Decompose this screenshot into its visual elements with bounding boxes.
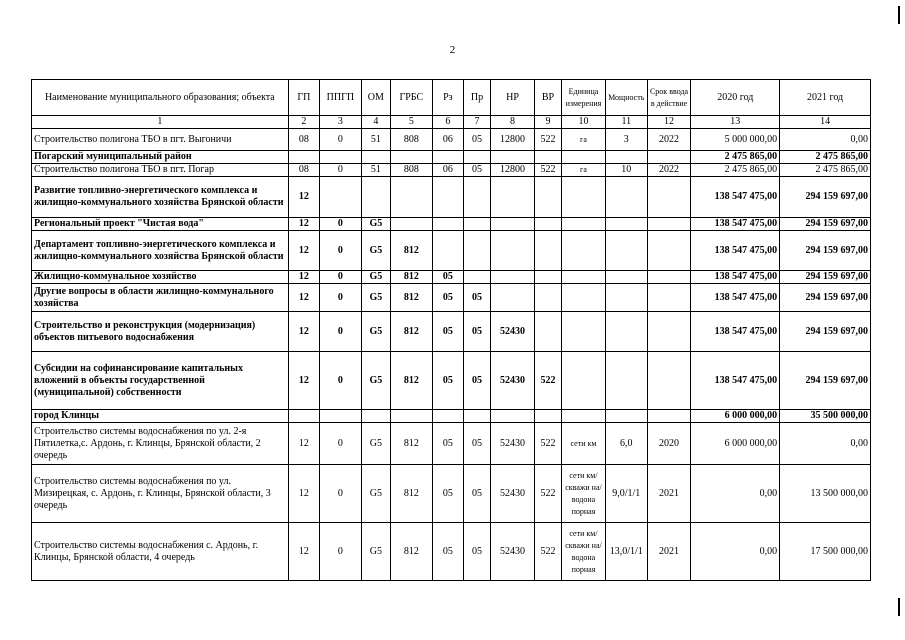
row-value-cell: 12 (288, 423, 319, 465)
row-value-cell: G5 (361, 523, 390, 581)
row-value-cell: 12 (288, 271, 319, 284)
row-value-cell (605, 177, 647, 218)
row-value-cell (320, 177, 362, 218)
header-2021: 2021 год (780, 80, 871, 116)
table-row (32, 410, 871, 423)
row-name-cell: Строительство и реконструкция (модернизация) объектов питьевого водоснабжения (32, 312, 289, 352)
header-vr: ВР (534, 80, 561, 116)
column-number: 9 (534, 116, 561, 129)
header-name: Наименование муниципального образования; объекта (32, 80, 289, 116)
row-value-cell: 05 (432, 312, 463, 352)
row-value-cell: 3 (605, 129, 647, 151)
row-value-cell: 05 (463, 129, 490, 151)
row-value-cell: 812 (390, 523, 432, 581)
row-value-cell: 522 (534, 423, 561, 465)
table-row (32, 129, 871, 151)
row-value-cell (605, 218, 647, 231)
row-value-cell: G5 (361, 284, 390, 312)
table-row (32, 312, 871, 352)
row-value-cell (647, 231, 691, 271)
row-value-cell: 0 (320, 271, 362, 284)
column-number: 4 (361, 116, 390, 129)
table-row (32, 177, 871, 218)
row-value-cell: 05 (463, 523, 490, 581)
row-value-cell (562, 410, 606, 423)
row-value-cell (390, 218, 432, 231)
row-value-cell: сети км/скважи на/водона порная (562, 523, 606, 581)
row-value-cell (534, 284, 561, 312)
row-value-cell: 138 547 475,00 (691, 284, 780, 312)
column-number: 12 (647, 116, 691, 129)
row-value-cell (562, 231, 606, 271)
row-value-cell: 0 (320, 231, 362, 271)
header-2020: 2020 год (691, 80, 780, 116)
row-value-cell: 2 475 865,00 (691, 151, 780, 164)
row-value-cell (491, 284, 535, 312)
row-value-cell (390, 410, 432, 423)
row-value-cell (463, 177, 490, 218)
row-value-cell: 138 547 475,00 (691, 352, 780, 410)
row-value-cell: 5 000 000,00 (691, 129, 780, 151)
column-number: 2 (288, 116, 319, 129)
row-value-cell: 522 (534, 129, 561, 151)
row-value-cell (534, 218, 561, 231)
row-value-cell: га (562, 164, 606, 177)
edge-mark (898, 598, 900, 616)
row-value-cell (605, 271, 647, 284)
row-value-cell: G5 (361, 312, 390, 352)
header-grbs: ГРБС (390, 80, 432, 116)
row-value-cell: 0 (320, 129, 362, 151)
row-value-cell (562, 271, 606, 284)
row-value-cell: 12 (288, 218, 319, 231)
row-value-cell: 51 (361, 129, 390, 151)
row-value-cell: 138 547 475,00 (691, 271, 780, 284)
row-value-cell (491, 410, 535, 423)
row-value-cell: 12800 (491, 129, 535, 151)
header-ppgp: ППГП (320, 80, 362, 116)
row-value-cell: 138 547 475,00 (691, 231, 780, 271)
row-value-cell: 05 (463, 423, 490, 465)
row-value-cell: 9,0/1/1 (605, 465, 647, 523)
row-value-cell: 522 (534, 465, 561, 523)
row-value-cell: 05 (463, 284, 490, 312)
row-value-cell: 138 547 475,00 (691, 177, 780, 218)
row-value-cell (288, 410, 319, 423)
row-value-cell (432, 231, 463, 271)
row-value-cell (390, 151, 432, 164)
column-number: 3 (320, 116, 362, 129)
row-name-cell: Строительство системы водоснабжения по ул. 2-я Пятилетка,с. Ардонь, г. Клинцы, Брянской области, 2 очередь (32, 423, 289, 465)
row-value-cell: 05 (432, 523, 463, 581)
row-value-cell: 812 (390, 271, 432, 284)
row-value-cell: 138 547 475,00 (691, 218, 780, 231)
row-value-cell: 0 (320, 523, 362, 581)
row-value-cell (320, 151, 362, 164)
row-name-cell: Погарский муниципальный район (32, 151, 289, 164)
row-value-cell: 52430 (491, 423, 535, 465)
row-value-cell: 05 (432, 284, 463, 312)
row-value-cell: 294 159 697,00 (780, 218, 871, 231)
row-value-cell: 06 (432, 164, 463, 177)
row-value-cell (463, 151, 490, 164)
header-capacity: Мощность (605, 80, 647, 116)
row-value-cell: 0,00 (780, 129, 871, 151)
row-value-cell: 812 (390, 231, 432, 271)
row-value-cell: 294 159 697,00 (780, 312, 871, 352)
row-value-cell: 52430 (491, 312, 535, 352)
row-value-cell: 2022 (647, 164, 691, 177)
table-row (32, 231, 871, 271)
row-value-cell: 0 (320, 284, 362, 312)
row-value-cell: 6 000 000,00 (691, 423, 780, 465)
table-row (32, 465, 871, 523)
column-number: 8 (491, 116, 535, 129)
row-value-cell (361, 151, 390, 164)
row-value-cell (562, 177, 606, 218)
column-number: 10 (562, 116, 606, 129)
row-value-cell: 0 (320, 164, 362, 177)
row-value-cell: 35 500 000,00 (780, 410, 871, 423)
row-name-cell: город Клинцы (32, 410, 289, 423)
row-value-cell: 12 (288, 231, 319, 271)
row-value-cell: 812 (390, 352, 432, 410)
row-value-cell: 0 (320, 218, 362, 231)
row-value-cell: 12 (288, 523, 319, 581)
row-value-cell: 13,0/1/1 (605, 523, 647, 581)
row-value-cell (534, 410, 561, 423)
row-name-cell: Региональный проект "Чистая вода" (32, 218, 289, 231)
row-value-cell: 05 (463, 312, 490, 352)
column-number: 14 (780, 116, 871, 129)
header-pr: Пр (463, 80, 490, 116)
row-value-cell: G5 (361, 465, 390, 523)
row-value-cell: 0,00 (691, 465, 780, 523)
column-number: 11 (605, 116, 647, 129)
row-value-cell (534, 271, 561, 284)
table-body (32, 129, 871, 581)
row-value-cell: 2022 (647, 129, 691, 151)
table-row (32, 523, 871, 581)
row-value-cell: 52430 (491, 465, 535, 523)
header-nr: НР (491, 80, 535, 116)
row-value-cell (288, 151, 319, 164)
row-value-cell (562, 218, 606, 231)
row-value-cell: 05 (432, 465, 463, 523)
row-value-cell: сети км (562, 423, 606, 465)
row-value-cell: га (562, 129, 606, 151)
row-value-cell (647, 312, 691, 352)
row-value-cell: G5 (361, 352, 390, 410)
row-value-cell: 812 (390, 465, 432, 523)
edge-mark (898, 6, 900, 24)
row-value-cell (432, 410, 463, 423)
row-value-cell: 0 (320, 465, 362, 523)
row-value-cell: 522 (534, 523, 561, 581)
budget-table (31, 79, 871, 581)
row-value-cell: G5 (361, 423, 390, 465)
row-value-cell (320, 410, 362, 423)
row-value-cell: 0 (320, 423, 362, 465)
row-value-cell: 2020 (647, 423, 691, 465)
row-name-cell: Другие вопросы в области жилищно-коммунального хозяйства (32, 284, 289, 312)
header-row (32, 80, 871, 116)
row-value-cell: 522 (534, 164, 561, 177)
row-value-cell (562, 352, 606, 410)
row-value-cell (605, 410, 647, 423)
row-name-cell: Развитие топливно-энергетического комплекса и жилищно-коммунального хозяйства Брянской области (32, 177, 289, 218)
row-value-cell (647, 177, 691, 218)
row-value-cell: 294 159 697,00 (780, 284, 871, 312)
page-number: 2 (449, 44, 456, 56)
row-value-cell: 6 000 000,00 (691, 410, 780, 423)
row-value-cell (491, 271, 535, 284)
row-name-cell: Жилищно-коммунальное хозяйство (32, 271, 289, 284)
row-value-cell: 12 (288, 284, 319, 312)
column-number: 6 (432, 116, 463, 129)
row-value-cell: 13 500 000,00 (780, 465, 871, 523)
row-value-cell (647, 284, 691, 312)
row-value-cell: G5 (361, 231, 390, 271)
row-value-cell (534, 177, 561, 218)
row-name-cell: Строительство полигона ТБО в пгт. Выгоничи (32, 129, 289, 151)
row-value-cell: 812 (390, 284, 432, 312)
row-value-cell: 05 (432, 352, 463, 410)
row-value-cell (463, 271, 490, 284)
row-value-cell: сети км/скважи на/водона порная (562, 465, 606, 523)
row-value-cell: 0,00 (780, 423, 871, 465)
row-value-cell: G5 (361, 218, 390, 231)
row-value-cell (605, 312, 647, 352)
row-value-cell (605, 231, 647, 271)
row-value-cell (647, 271, 691, 284)
header-rz: Рз (432, 80, 463, 116)
row-value-cell: 2021 (647, 465, 691, 523)
row-value-cell: 08 (288, 129, 319, 151)
row-value-cell: 0 (320, 352, 362, 410)
row-value-cell (463, 231, 490, 271)
row-value-cell (534, 312, 561, 352)
row-value-cell (432, 151, 463, 164)
row-value-cell (491, 231, 535, 271)
row-value-cell (534, 231, 561, 271)
header-gp: ГП (288, 80, 319, 116)
column-number: 5 (390, 116, 432, 129)
row-value-cell (361, 177, 390, 218)
row-name-cell: Департамент топливно-энергетического комплекса и жилищно-коммунального хозяйства Брянской области (32, 231, 289, 271)
row-value-cell: 2021 (647, 523, 691, 581)
row-value-cell: 12 (288, 352, 319, 410)
row-value-cell: 05 (432, 271, 463, 284)
table-row (32, 164, 871, 177)
row-name-cell: Строительство системы водоснабжения по ул. Мизирецкая, с. Ардонь, г. Клинцы, Брянской области, 3 очередь (32, 465, 289, 523)
row-value-cell (463, 410, 490, 423)
table-row (32, 218, 871, 231)
row-value-cell: 294 159 697,00 (780, 177, 871, 218)
row-value-cell: 294 159 697,00 (780, 231, 871, 271)
row-value-cell: 05 (463, 352, 490, 410)
row-value-cell (432, 177, 463, 218)
row-value-cell: 51 (361, 164, 390, 177)
row-value-cell (562, 312, 606, 352)
row-value-cell (562, 284, 606, 312)
table-row (32, 284, 871, 312)
row-value-cell: G5 (361, 271, 390, 284)
row-name-cell: Строительство полигона ТБО в пгт. Погар (32, 164, 289, 177)
table-row (32, 423, 871, 465)
row-value-cell (562, 151, 606, 164)
row-value-cell: 138 547 475,00 (691, 312, 780, 352)
row-value-cell: 12 (288, 465, 319, 523)
row-value-cell (647, 218, 691, 231)
row-value-cell (361, 410, 390, 423)
row-value-cell (432, 218, 463, 231)
column-number-row (32, 116, 871, 129)
row-value-cell: 808 (390, 129, 432, 151)
header-unit: Единица измерения (562, 80, 606, 116)
row-value-cell: 294 159 697,00 (780, 352, 871, 410)
row-value-cell (534, 151, 561, 164)
row-value-cell (390, 177, 432, 218)
column-number: 1 (32, 116, 289, 129)
row-value-cell: 2 475 865,00 (780, 151, 871, 164)
row-value-cell: 08 (288, 164, 319, 177)
header-om: ОМ (361, 80, 390, 116)
row-value-cell: 05 (432, 423, 463, 465)
header-term: Срок ввода в действие (647, 80, 691, 116)
row-value-cell: 17 500 000,00 (780, 523, 871, 581)
column-number: 7 (463, 116, 490, 129)
row-value-cell: 0 (320, 312, 362, 352)
row-value-cell: 12800 (491, 164, 535, 177)
row-value-cell: 10 (605, 164, 647, 177)
row-value-cell (647, 410, 691, 423)
row-value-cell (647, 151, 691, 164)
row-value-cell: 6,0 (605, 423, 647, 465)
row-value-cell: 2 475 865,00 (780, 164, 871, 177)
row-value-cell: 06 (432, 129, 463, 151)
row-value-cell (647, 352, 691, 410)
row-name-cell: Строительство системы водоснабжения с. Ардонь, г. Клинцы, Брянской области, 4 очередь (32, 523, 289, 581)
row-value-cell: 05 (463, 465, 490, 523)
column-number: 13 (691, 116, 780, 129)
row-name-cell: Субсидии на софинансирование капитальных вложений в объекты государственной (муниципальной) собственности (32, 352, 289, 410)
row-value-cell: 12 (288, 177, 319, 218)
row-value-cell (605, 284, 647, 312)
table-row (32, 352, 871, 410)
row-value-cell (491, 177, 535, 218)
row-value-cell (605, 151, 647, 164)
row-value-cell: 812 (390, 423, 432, 465)
table-row (32, 271, 871, 284)
row-value-cell: 52430 (491, 523, 535, 581)
row-value-cell: 294 159 697,00 (780, 271, 871, 284)
row-value-cell: 0,00 (691, 523, 780, 581)
row-value-cell (463, 218, 490, 231)
row-value-cell: 52430 (491, 352, 535, 410)
row-value-cell: 05 (463, 164, 490, 177)
row-value-cell (491, 151, 535, 164)
row-value-cell: 12 (288, 312, 319, 352)
row-value-cell: 808 (390, 164, 432, 177)
row-value-cell (605, 352, 647, 410)
row-value-cell: 522 (534, 352, 561, 410)
table-row (32, 151, 871, 164)
row-value-cell: 2 475 865,00 (691, 164, 780, 177)
row-value-cell (491, 218, 535, 231)
row-value-cell: 812 (390, 312, 432, 352)
